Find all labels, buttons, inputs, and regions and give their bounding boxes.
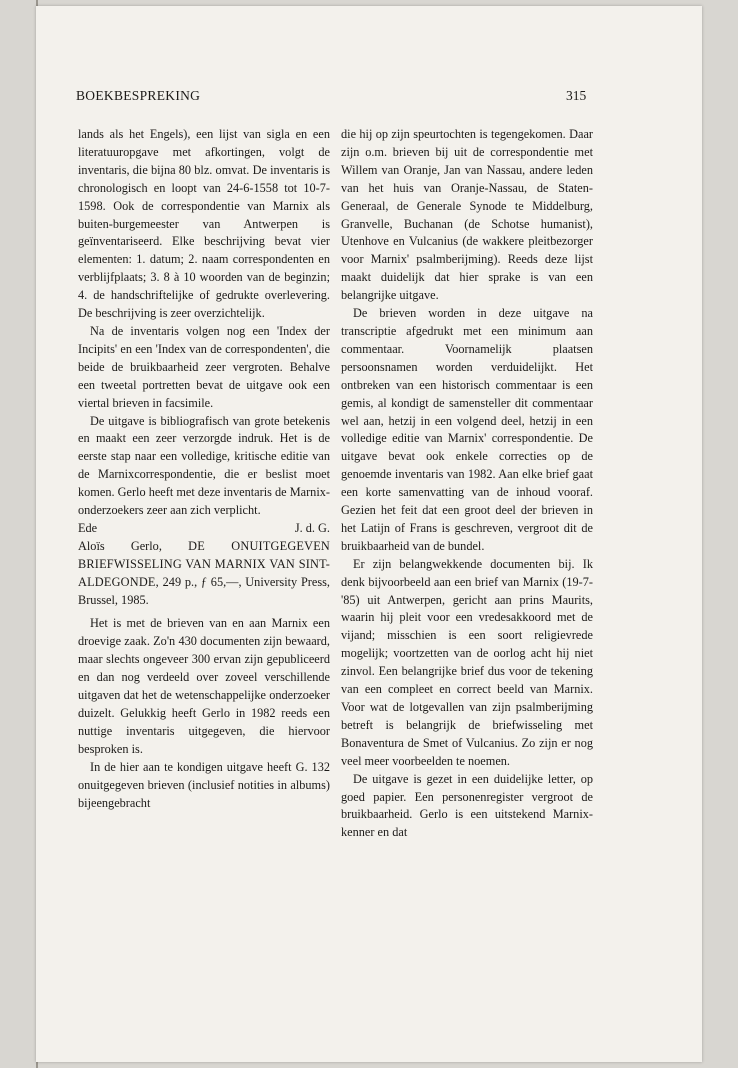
paragraph: De brieven worden in deze uitgave na transcriptie afgedrukt met een minimum aan commentaar. Voornamelijk plaatsen persoonsnamen worden verduidelijkt. Het ontbreken van een historisch commentaar is een gemis, al kondigt de samensteller dit commentaar wel aan, hetzij in een volgend deel, hetzij in een volledige editie van Marnix' correspondentie. De uitgave bevat ook enkele correcties op de genoemde inventaris van 1982. Aan elke brief gaat een korte samenvatting van de inhoud vooraf. Gezien het feit dat een groot deel der brieven in het Latijn of Frans is geschreven, vergroot dit de bruikbaarheid van de bundel.: [341, 306, 593, 553]
paragraph: Het is met de brieven van en aan Marnix een droevige zaak. Zo'n 430 documenten zijn bewaard, maar slechts ongeveer 300 ervan zijn gepubliceerd en dan nog verdeeld over zoveel verschillende uitgaven dat het de wetenschappelijke onderzoeker duizelt. Gelukkig heeft Gerlo in 1982 reeds een nuttige inventaris uitgegeven, die hiervoor besproken is.: [78, 616, 330, 756]
review-book-details: 249 p., ƒ 65,—, University Press, Brussel, 1985.: [78, 574, 330, 607]
paragraph: Na de inventaris volgen nog een 'Index der Incipits' en een 'Index van de correspondenten', die beide de bruikbaarheid zeer vergroten. Behalve een tweetal portretten bevat de uitgave ook een viertal brieven in facsimile.: [78, 323, 330, 410]
right-column: [341, 126, 593, 842]
review-book-title: DE ONUITGEGEVEN BRIEFWISSELING VAN MARNIX VAN SINT-ALDEGONDE,: [78, 538, 331, 589]
paragraph: lands als het Engels), een lijst van sigla en een literatuuropgave met afkortingen, volgt de inventaris, die bijna 80 blz. omvat. De inventaris is chronologisch en loopt van 24-6-1558 tot 10-7-1598. Ook de correspondentie van Marnix als buiten-burgemeester van Antwerpen is geïnventariseerd. Elke beschrijving bevat vier elementen: 1. datum; 2. naam correspondenten en verblijfplaats; 3. 8 à 10 woorden van de beginzin; 4. de handschriftelijke of gedrukte overlevering. De beschrijving is zeer overzichtelijk.: [78, 127, 330, 321]
review-author: Aloïs Gerlo,: [78, 538, 162, 553]
paragraph: die hij op zijn speurtochten is tegengekomen. Daar zijn o.m. brieven bij uit de correspondentie met Willem van Oranje, Jan van Nassau, andere leden van het huis van Oranje-Nassau, de Staten-Generaal, de Generale Synode te Middelburg, Granvelle, Buchanan (de Schotse humanist), Utenhove en Vulcanius (de wakkere pleitbezorger voor Marnix' psalmberijming). Reeds deze lijst maakt duidelijk dat hier sprake is van een belangrijke uitgave.: [341, 127, 593, 303]
paragraph: In de hier aan te kondigen uitgave heeft G. 132 onuitgegeven brieven (inclusief notities in albums) bijeengebracht: [78, 759, 330, 810]
review-signature: [78, 520, 330, 538]
paragraph: De uitgave is bibliografisch van grote betekenis en maakt een zeer verzorgde indruk. Het is de eerste stap naar een volledige, kritische editie van de Marnixcorrespondentie, die er beslist moet komen. Gerlo heeft met deze inventaris de Marnix-onderzoekers zeer aan zich verplicht.: [78, 413, 330, 518]
signature-initials: J. d. G.: [294, 520, 330, 535]
paragraph: Er zijn belangwekkende documenten bij. Ik denk bijvoorbeeld aan een brief van Marnix (19-7-'85) uit Antwerpen, gericht aan prins Maurits, waarin hij pleit voor een vredesakkoord met de vijand; misschien is een soort religievrede mogelijk; voortzetten van de oorlog acht hij niet zinvol. Een belangrijke brief dus voor de tekening van een compleet en correct beeld van Marnix. Voor wat de lotgevallen van zijn psalmberijming betreft is belangrijk de briefwisseling met Bonaventura de Smet of Vulcanius. Zo zijn er nog veel meer voorbeelden te noemen.: [341, 556, 593, 768]
paragraph: De uitgave is gezet in een duidelijke letter, op goed papier. Een personenregister vergroot de bruikbaarheid. Gerlo is een uitstekend Marnix-kenner en dat: [341, 771, 593, 840]
left-column: [78, 126, 330, 812]
running-head: BOEKBESPREKING: [76, 88, 201, 103]
signature-place: Ede: [78, 520, 98, 535]
review-book-header: [78, 538, 330, 610]
page-number: 315: [566, 88, 587, 103]
